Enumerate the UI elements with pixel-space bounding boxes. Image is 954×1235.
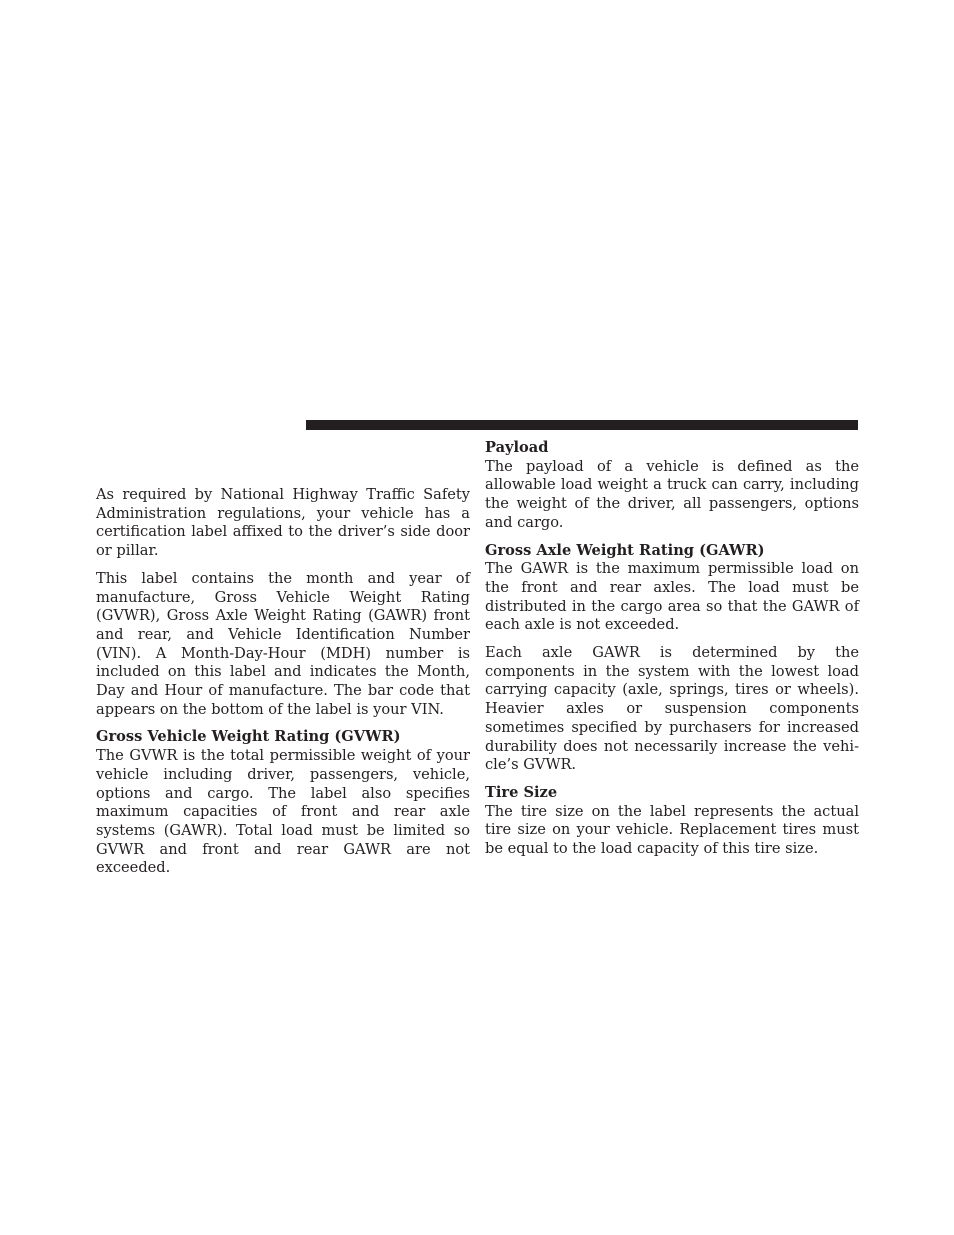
tire-size-heading: Tire Size — [485, 783, 558, 801]
label-contents-paragraph: This label contains the month and year of manufacture, Gross Vehicle Weight Rating (GVWR), Gross Axle Weight Rating (GAWR) front and rear, and Vehicle Identification Number (VIN). A Month-Day-Hour (MDH) number is included on this label and indicates the Month, Day and Hour of manufacture. The bar code that appears on the bottom of the label is your VIN. — [96, 569, 470, 718]
gvwr-heading: Gross Vehicle Weight Rating (GVWR) — [96, 728, 401, 746]
section-header-bar — [306, 420, 858, 430]
left-column — [96, 486, 470, 887]
right-column — [485, 439, 859, 868]
gawr-detail-paragraph: Each axle GAWR is determined by the components in the system with the lowest load carrying capacity (axle, springs, tires or wheels). Heavier axles or suspension components sometimes specified by purchasers for increased durability does not necessarily increase the vehicle’s GVWR. — [485, 644, 859, 774]
payload-paragraph: The payload of a vehicle is defined as the allowable load weight a truck can carry, including the weight of the driver, all passengers, options and cargo. — [485, 457, 859, 531]
tire-size-paragraph: The tire size on the label represents the actual tire size on your vehicle. Replacement tires must be equal to the load capacity of this tire size. — [485, 802, 859, 858]
gawr-heading: Gross Axle Weight Rating (GAWR) — [485, 541, 765, 559]
intro-paragraph: As required by National Highway Traffic Safety Administration regulations, your vehicle has a certification label affixed to the driver’s side door or pillar. — [96, 486, 470, 560]
payload-heading: Payload — [485, 439, 549, 456]
gvwr-paragraph: The GVWR is the total permissible weight of your vehicle including driver, passengers, vehicle, options and cargo. The label also specifies maximum capacities of front and rear axle systems (GAWR). Total load must be limited so GVWR and front and rear GAWR are not exceeded. — [96, 747, 470, 877]
gawr-paragraph: The GAWR is the maximum permissible load on the front and rear axles. The load must be distributed in the cargo area so that the GAWR of each axle is not exceeded. — [485, 560, 859, 634]
